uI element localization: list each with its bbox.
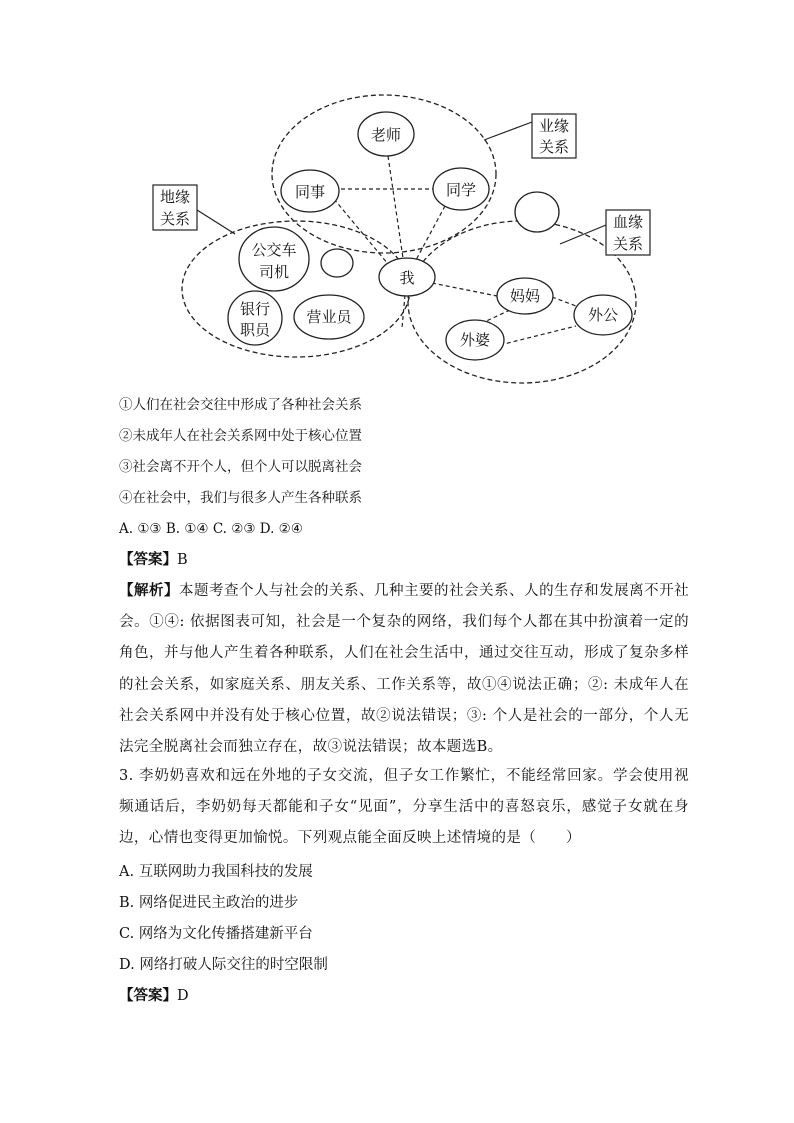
link-mom-grandpa bbox=[552, 297, 576, 306]
node-grandma-label: 外婆 bbox=[459, 331, 491, 349]
diyuan-label-2: 关系 bbox=[159, 210, 191, 228]
node-mom-label: 妈妈 bbox=[509, 287, 541, 305]
link-grandma-grandpa bbox=[500, 326, 576, 345]
choices-line: A. ①③ B. ①④ C. ②③ D. ②④ bbox=[119, 521, 303, 537]
link-me-down bbox=[402, 295, 405, 328]
analysis-paragraph bbox=[119, 575, 689, 763]
node-busdriver-label-2: 司机 bbox=[258, 263, 290, 281]
node-bank-label-2: 职员 bbox=[239, 321, 271, 339]
node-clerk-label: 营业员 bbox=[306, 308, 352, 326]
q3-option-d: D. 网络打破人际交往的时空限制 bbox=[119, 957, 328, 973]
q3-option-b: B. 网络促进民主政治的进步 bbox=[119, 895, 299, 911]
empty-node-left bbox=[321, 249, 353, 277]
diyuan-label-1: 地缘 bbox=[159, 188, 191, 206]
link-classmate-me bbox=[416, 206, 445, 260]
yeyuan-label-2: 关系 bbox=[538, 138, 570, 156]
node-busdriver bbox=[239, 227, 309, 291]
q3-option-c: C. 网络为文化传播搭建新平台 bbox=[119, 926, 313, 942]
question-3-stem: 3. 李奶奶喜欢和远在外地的子女交流，但子女工作繁忙，不能经常回家。学会使用视频通话后，李奶奶每天都能和子女“见面”，分享生活中的喜怒哀乐，感觉子女就在身边，心情也变得更加愉悦。下列观点能全面反映上述情境的是（ ） bbox=[119, 768, 689, 847]
answer-2-tag: 【答案】 bbox=[119, 987, 177, 1004]
link-me-mom bbox=[432, 283, 497, 296]
diyuan-pointer bbox=[197, 210, 235, 234]
analysis-tag: 【解析】 bbox=[119, 582, 180, 599]
xueyuan-label-2: 关系 bbox=[612, 235, 644, 253]
option-2: ②未成年人在社会关系网中处于核心位置 bbox=[119, 428, 362, 444]
yeyuan-label-1: 业缘 bbox=[538, 117, 570, 135]
answer-2-value: D bbox=[177, 988, 189, 1004]
empty-node-top bbox=[515, 192, 559, 232]
analysis-text: 本题考查个人与社会的关系、几种主要的社会关系、人的生存和发展离不开社会。①④: 依据图表可知，社会是一个复杂的网络，我们每个人都在其中扮演着一定的角色，并与他人产生着各种联系，人们在社会生活中，通过交往互动，形成了复杂多样的社会关系，如家庭关系、朋友关系、工作关系等，故①④说法正确；②: 未成年人在社会关系网中并没有处于核心位置，故②说法错误；③: 个人是社会的一部分，个人无法完全脱离社会而独立存在，故③说法错误；故本题选B。 bbox=[119, 583, 689, 756]
node-classmate-label: 同学 bbox=[445, 181, 477, 199]
node-grandpa-label: 外公 bbox=[587, 306, 619, 324]
link-teacher-me bbox=[388, 156, 403, 258]
answer-1 bbox=[119, 550, 679, 570]
node-colleague-label: 同事 bbox=[294, 183, 326, 201]
option-1: ①人们在社会交往中形成了各种社会关系 bbox=[119, 397, 362, 413]
node-bank-label-1: 银行 bbox=[239, 300, 271, 318]
yeyuan-pointer bbox=[484, 122, 532, 140]
option-4: ④在社会中，我们与很多人产生各种联系 bbox=[119, 490, 362, 506]
q3-option-a: A. 互联网助力我国科技的发展 bbox=[119, 864, 313, 880]
social-relations-diagram bbox=[0, 0, 794, 390]
node-me-label: 我 bbox=[399, 269, 415, 287]
answer-1-tag: 【答案】 bbox=[119, 551, 177, 568]
answer-2 bbox=[119, 986, 679, 1006]
node-teacher-label: 老师 bbox=[370, 126, 402, 144]
node-busdriver-label-1: 公交车 bbox=[251, 241, 297, 259]
xueyuan-label-1: 血缘 bbox=[612, 213, 644, 231]
option-3: ③社会离不开个人，但个人可以脱离社会 bbox=[119, 459, 362, 475]
answer-1-value: B bbox=[177, 552, 188, 568]
